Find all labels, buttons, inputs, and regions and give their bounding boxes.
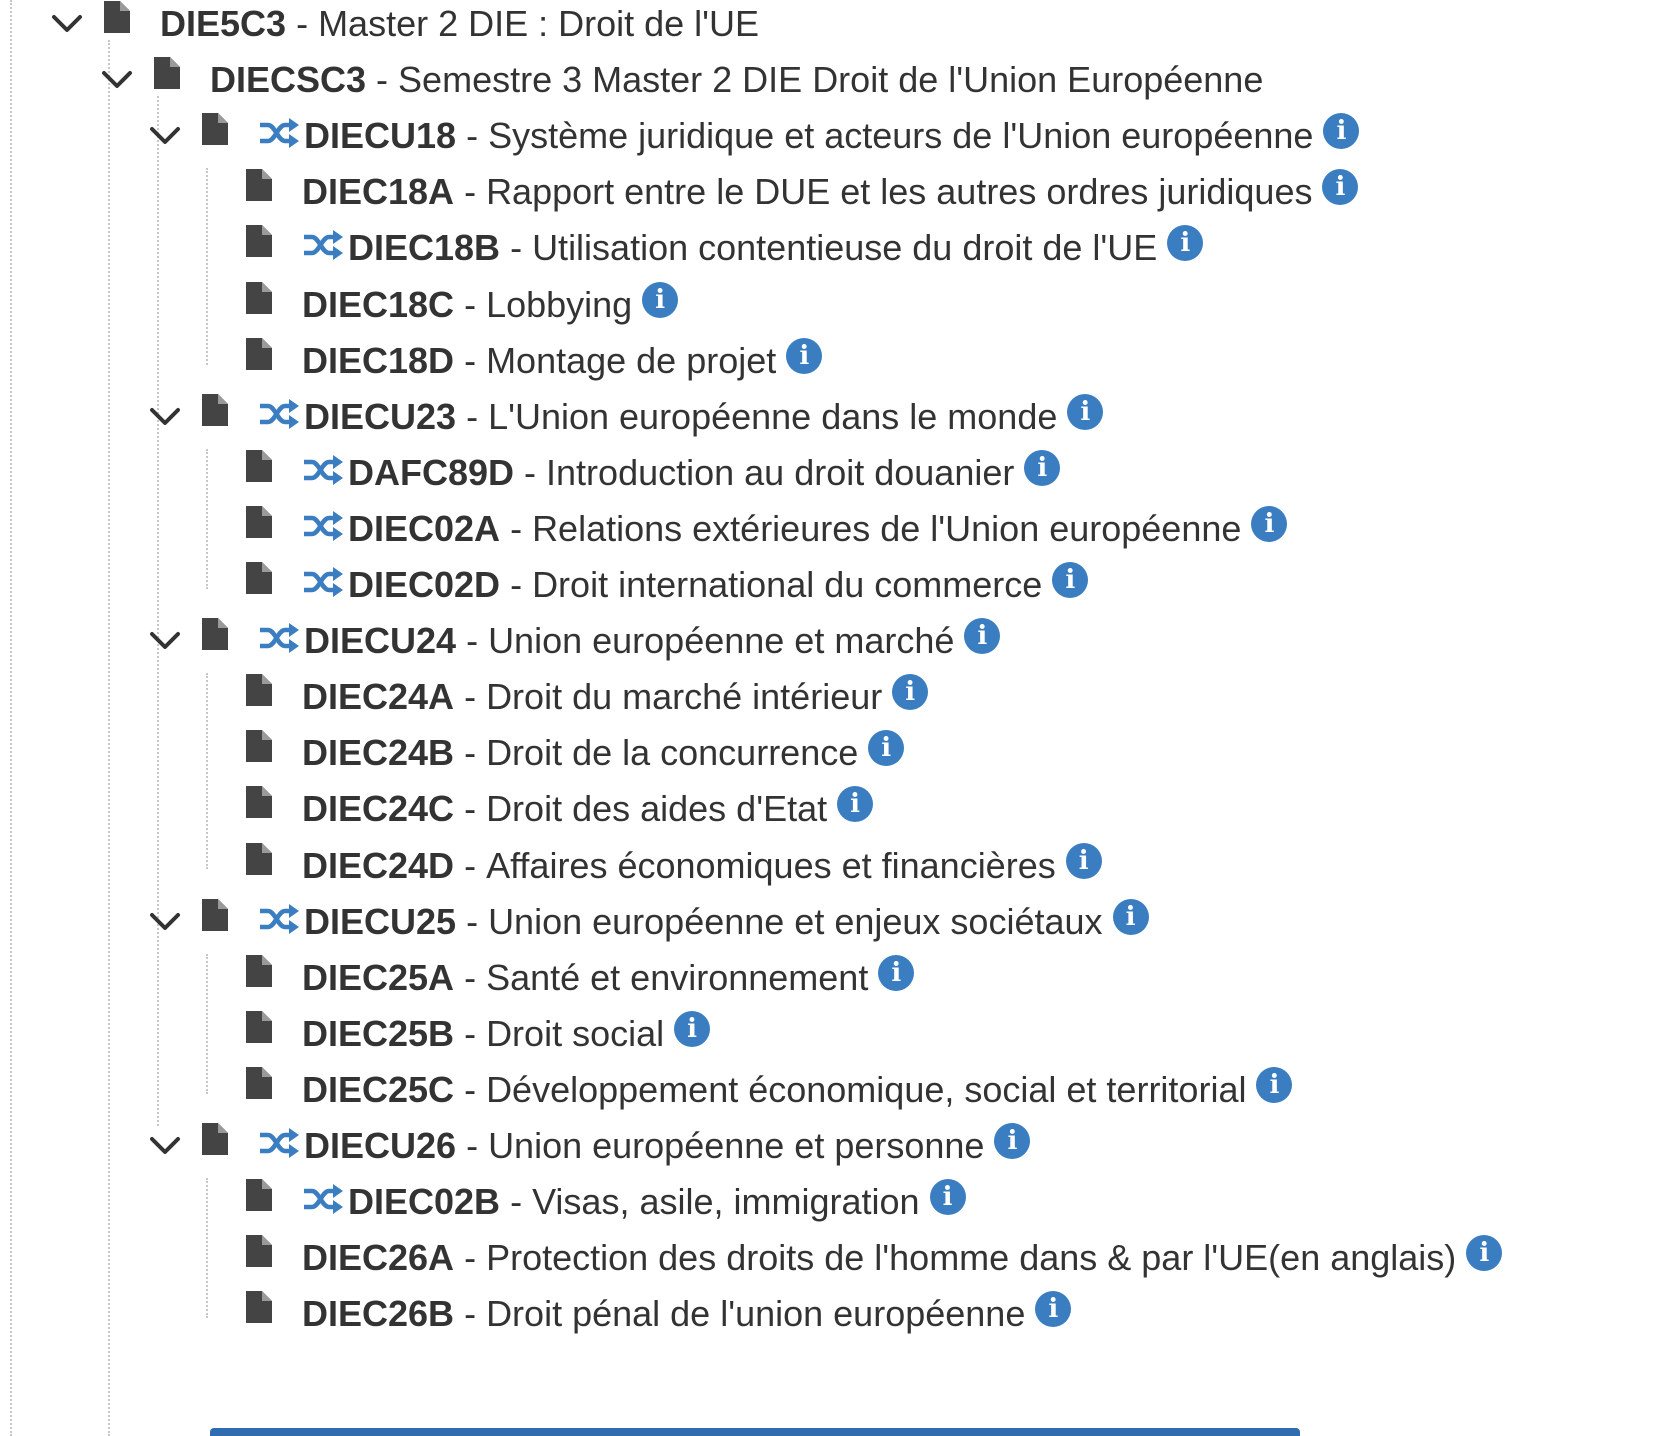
node-separator: - [456,620,489,662]
tree-node-diec24d[interactable] [246,836,1102,896]
tree-node-diec24c[interactable] [246,779,873,839]
info-icon[interactable]: i [868,730,904,766]
node-separator: - [454,732,487,774]
node-code: DIEC25C [302,1068,455,1110]
node-title: Droit pénal de l'union européenne [486,1293,1026,1335]
info-icon[interactable]: i [642,282,678,318]
chevron-down-icon[interactable] [150,387,202,447]
node-separator: - [514,451,547,493]
node-title: Protection des droits de l'homme dans & par l'UE(en anglais) [486,1237,1457,1279]
node-code: DAFC89D [348,451,515,493]
node-code: DIEC02A [348,507,501,549]
file-icon [202,611,258,671]
tree-node-die5c3[interactable] [52,0,759,54]
info-icon[interactable]: i [878,955,914,991]
shuffle-icon [302,1172,348,1232]
info-icon[interactable]: i [1256,1067,1292,1103]
tree-node-diec02a[interactable] [246,499,1287,559]
file-icon [246,723,302,783]
node-code: DIECU23 [304,395,457,437]
node-code: DIEC24B [302,732,455,774]
tree-node-diec25a[interactable] [246,948,914,1008]
file-icon [246,1004,302,1064]
node-separator: - [456,1125,489,1166]
file-icon [246,667,302,727]
file-icon [202,892,258,952]
file-icon [202,106,258,166]
node-code: DIECU18 [304,115,457,157]
tree-node-diecu23[interactable] [150,387,1103,447]
node-title: Union européenne et personne [488,1125,985,1166]
node-title: Introduction au droit douanier [546,451,1015,493]
node-separator: - [454,844,487,886]
file-icon [246,499,302,559]
file-icon [246,443,302,503]
node-separator: - [454,171,487,213]
file-icon [246,1060,302,1120]
node-title: Système juridique et acteurs de l'Union européenne [488,115,1314,157]
file-icon [246,331,302,391]
chevron-down-icon[interactable] [150,1116,202,1176]
shuffle-icon [258,106,304,166]
chevron-down-icon[interactable] [150,106,202,166]
tree-node-diec26b[interactable] [246,1284,1071,1344]
info-icon[interactable]: i [1035,1291,1071,1327]
node-title: Utilisation contentieuse du droit de l'UE [532,227,1158,269]
info-icon[interactable]: i [1024,450,1060,486]
shuffle-icon [302,443,348,503]
node-code: DIEC24A [302,676,455,718]
tree-node-diec18d[interactable] [246,331,822,391]
info-icon[interactable]: i [1322,169,1358,205]
node-title: Relations extérieures de l'Union européenne [532,507,1242,549]
file-icon [246,162,302,222]
info-icon[interactable]: i [892,674,928,710]
info-icon[interactable]: i [1067,394,1103,430]
info-icon[interactable]: i [837,786,873,822]
node-separator: - [454,283,487,325]
node-code: DIEC24D [302,844,455,886]
file-icon [246,1284,302,1344]
file-icon [154,50,210,110]
chevron-down-icon[interactable] [102,50,154,110]
tree-guide-level-0 [10,0,12,1436]
node-separator: - [456,900,489,942]
tree-node-diec25c[interactable] [246,1060,1292,1120]
tree-guide-children [206,673,208,869]
node-code: DIEC18A [302,171,455,213]
node-title: Droit des aides d'Etat [486,788,828,830]
node-title: Droit du marché intérieur [486,676,883,718]
tree-node-diecu18[interactable] [150,106,1359,166]
node-title: Développement économique, social et territorial [486,1068,1247,1110]
tree-guide-children [206,954,208,1094]
file-icon [246,1172,302,1232]
node-code: DIECU26 [304,1125,457,1166]
tree-guide-children [206,1178,208,1318]
info-icon[interactable]: i [994,1123,1030,1159]
info-icon[interactable]: i [1323,113,1359,149]
node-code: DIEC26A [302,1237,455,1279]
node-separator: - [500,227,533,269]
shuffle-icon [258,387,304,447]
tree-guide-level-1 [108,40,110,1436]
node-separator: - [500,507,533,549]
info-icon[interactable]: i [1251,506,1287,542]
node-code: DIEC18D [302,339,455,381]
node-separator: - [454,339,487,381]
shuffle-icon [258,611,304,671]
node-code: DIEC26B [302,1293,455,1335]
tree-node-diec25b[interactable] [246,1004,710,1064]
node-title: Visas, asile, immigration [532,1181,920,1223]
node-separator: - [454,788,487,830]
tree-node-diec02d[interactable] [246,555,1088,615]
node-separator: - [454,1237,487,1279]
node-code: DIE5C3 [160,3,287,44]
tree-node-diec24a[interactable] [246,667,928,727]
tree-node-diec24b[interactable] [246,723,904,783]
node-title: Semestre 3 Master 2 DIE Droit de l'Union Européenne [398,59,1264,101]
node-code: DIEC24C [302,788,455,830]
node-separator: - [454,1293,487,1335]
node-title: Montage de projet [486,339,777,381]
node-separator: - [454,676,487,718]
tree-node-diec02b[interactable] [246,1172,966,1232]
node-title: Union européenne et enjeux sociétaux [488,900,1103,942]
node-title: L'Union européenne dans le monde [488,395,1058,437]
bottom-scroll-indicator [210,1428,1300,1436]
node-separator: - [500,1181,533,1223]
file-icon [104,0,160,54]
shuffle-icon [258,1116,304,1176]
node-code: DIEC18B [348,227,501,269]
node-separator: - [456,115,489,157]
tree-node-diecu24[interactable] [150,611,1000,671]
info-icon[interactable]: i [674,1011,710,1047]
file-icon [246,1228,302,1288]
shuffle-icon [302,218,348,278]
node-code: DIEC25A [302,956,455,998]
tree-node-dafc89d[interactable] [246,443,1060,503]
node-separator: - [456,395,489,437]
node-title: Lobbying [486,283,633,325]
node-title: Santé et environnement [486,956,869,998]
node-separator: - [366,59,399,101]
node-code: DIECU25 [304,900,457,942]
file-icon [246,555,302,615]
node-code: DIEC02B [348,1181,501,1223]
node-separator: - [500,564,533,605]
info-icon[interactable]: i [1167,225,1203,261]
shuffle-icon [258,892,304,952]
info-icon[interactable]: i [1052,562,1088,598]
tree-node-diec18b[interactable] [246,218,1203,278]
node-title: Union européenne et marché [488,620,955,662]
chevron-down-icon[interactable] [150,611,202,671]
info-icon[interactable]: i [964,618,1000,654]
node-title: Droit social [486,1012,665,1054]
tree-node-diec18a[interactable] [246,162,1358,222]
node-code: DIECU24 [304,620,457,662]
info-icon[interactable]: i [930,1179,966,1215]
tree-node-diecu25[interactable] [150,892,1149,952]
file-icon [202,1116,258,1176]
info-icon[interactable]: i [786,338,822,374]
tree-node-diec18c[interactable] [246,275,678,335]
info-icon[interactable]: i [1113,899,1149,935]
info-icon[interactable]: i [1466,1235,1502,1271]
file-icon [246,275,302,335]
node-separator: - [454,1012,487,1054]
node-title: Droit de la concurrence [486,732,859,774]
file-icon [246,779,302,839]
file-icon [246,836,302,896]
file-icon [246,218,302,278]
tree-guide-children [206,449,208,589]
node-title: Affaires économiques et financières [486,844,1056,886]
tree-node-diecsc3[interactable] [102,50,1263,110]
chevron-down-icon[interactable] [150,892,202,952]
shuffle-icon [302,555,348,615]
chevron-down-icon[interactable] [52,0,104,54]
tree-guide-children [206,168,208,364]
node-code: DIEC18C [302,283,455,325]
node-separator: - [286,3,319,44]
shuffle-icon [302,499,348,559]
file-icon [246,948,302,1008]
info-icon[interactable]: i [1066,843,1102,879]
file-icon [202,387,258,447]
node-title: Master 2 DIE : Droit de l'UE [318,3,760,44]
node-code: DIEC02D [348,564,501,605]
node-code: DIECSC3 [210,59,367,101]
node-separator: - [454,956,487,998]
tree-node-diec26a[interactable] [246,1228,1502,1288]
node-code: DIEC25B [302,1012,455,1054]
node-separator: - [454,1068,487,1110]
node-title: Droit international du commerce [532,564,1043,605]
node-title: Rapport entre le DUE et les autres ordres juridiques [486,171,1313,213]
tree-node-diecu26[interactable] [150,1116,1030,1176]
